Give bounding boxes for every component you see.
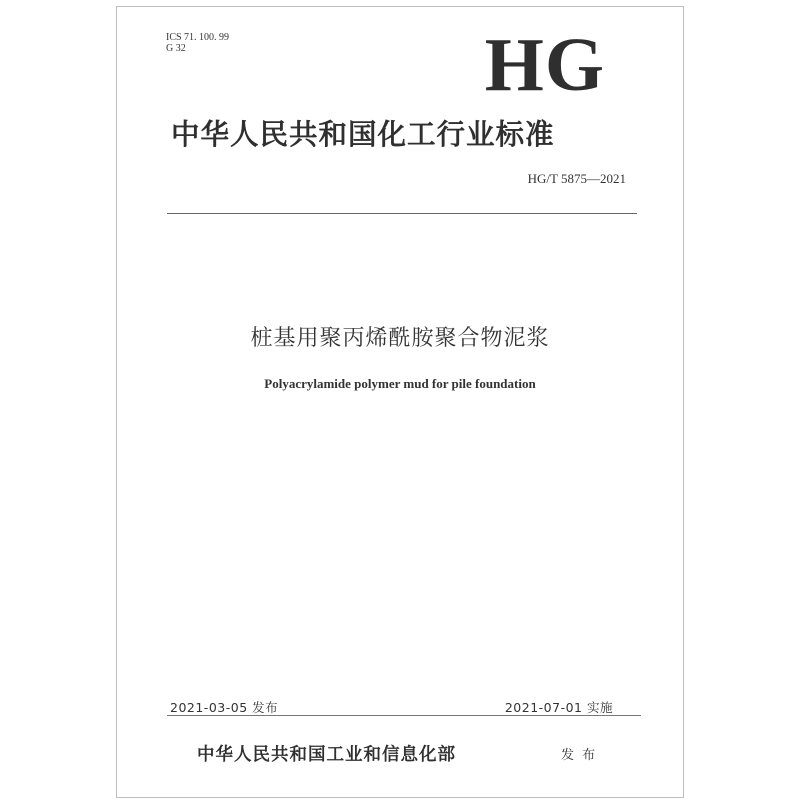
implementation-label: 实施 <box>586 700 613 715</box>
industry-standard-title: 中华人民共和国化工行业标准 <box>171 118 555 151</box>
english-title: Polyacrylamide polymer mud for pile foundation <box>264 376 536 391</box>
standard-number: HG/T 5875—2021 <box>527 171 626 186</box>
ccs-code: G 32 <box>166 43 186 54</box>
implementation-date-line <box>505 698 613 716</box>
hg-category-mark: HG <box>484 23 605 107</box>
ics-code: ICS 71. 100. 99 <box>166 32 230 43</box>
standard-cover-page <box>116 6 684 798</box>
top-divider <box>167 213 637 214</box>
issuing-authority: 中华人民共和国工业和信息化部 <box>197 745 456 765</box>
bottom-divider <box>167 715 641 716</box>
publish-label: 发 布 <box>561 748 598 763</box>
implementation-date: 2021-07-01 <box>504 700 583 715</box>
classification-codes <box>166 32 229 54</box>
chinese-title: 桩基用聚丙烯酰胺聚合物泥浆 <box>250 326 550 351</box>
issue-date-line <box>170 698 278 716</box>
issue-label: 发布 <box>252 700 279 715</box>
issue-date: 2021-03-05 <box>170 700 248 715</box>
